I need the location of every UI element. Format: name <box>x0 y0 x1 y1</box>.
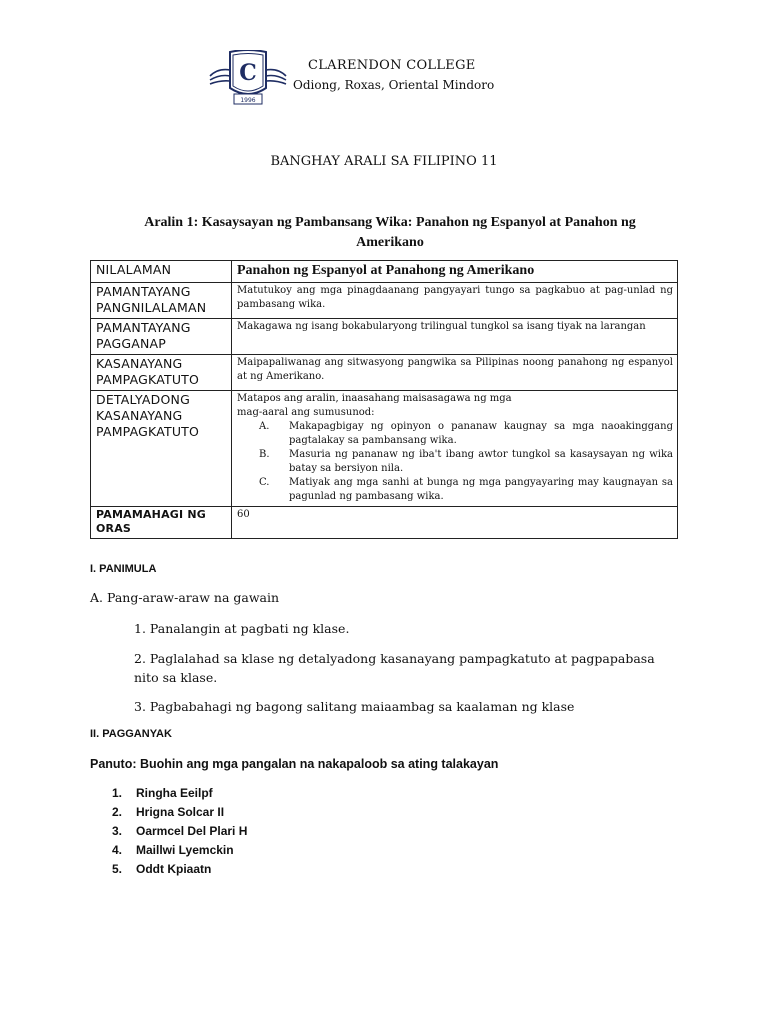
list-item <box>112 841 247 860</box>
item-number: 1. <box>112 786 123 800</box>
section-heading: II. PAGGANYAK <box>90 728 172 740</box>
item-text: Hrigna Solcar II <box>136 805 225 819</box>
list-item <box>237 420 673 448</box>
row-label: KASANAYANG PAMPAGKATUTO <box>91 355 232 391</box>
objectives-list <box>237 420 673 504</box>
item-text: Matiyak ang mga sanhi at bunga ng mga pangyayaring may kaugnayan sa pagunlad ng pambasang wika. <box>289 477 673 502</box>
row-label: PAMANTAYANG PANGNILALAMAN <box>91 283 232 319</box>
row-label: PAMANTAYANG PAGGANAP <box>91 319 232 355</box>
lesson-plan-table <box>90 260 678 539</box>
detail-intro: Matapos ang aralin, inaasahang maisasagawa ng mga mag-aaral ang sumusunod: <box>237 393 512 418</box>
item-letter: B. <box>259 449 270 460</box>
item-number: 2. <box>112 805 123 819</box>
table-row <box>91 355 678 391</box>
document-title: BANGHAY ARALI SA FILIPINO 11 <box>270 154 498 169</box>
item-text: Oarmcel Del Plari H <box>136 824 248 838</box>
row-value: Makagawa ng isang bokabularyong trilingual tungkol sa isang tiyak na larangan <box>232 319 678 355</box>
table-row <box>91 319 678 355</box>
list-item <box>112 860 247 879</box>
crest-letter: C <box>239 60 257 86</box>
row-value: Panahon ng Espanyol at Panahong ng Amerikano <box>232 261 678 283</box>
table-row <box>91 283 678 319</box>
table-row <box>91 391 678 507</box>
list-item <box>112 822 247 841</box>
list-item: 1. Panalangin at pagbati ng klase. <box>134 621 350 636</box>
list-item <box>237 448 673 476</box>
list-item: 3. Pagbabahagi ng bagong salitang maiaambag sa kaalaman ng klase <box>134 699 575 714</box>
lesson-title: Aralin 1: Kasaysayan ng Pambansang Wika: Panahon ng Espanyol at Panahon ng Amerikano <box>144 215 636 250</box>
item-text: Oddt Kpiaatn <box>136 862 212 876</box>
item-number: 3. <box>112 824 123 838</box>
crest-year: 1996 <box>240 97 256 104</box>
college-address: Odiong, Roxas, Oriental Mindoro <box>293 78 495 92</box>
section-heading: I. PANIMULA <box>90 563 157 575</box>
instructions: Panuto: Buohin ang mga pangalan na nakapaloob sa ating talakayan <box>90 757 499 771</box>
item-number: 4. <box>112 843 123 857</box>
item-text: Maillwi Lyemckin <box>136 843 234 857</box>
table-row <box>91 507 678 539</box>
item-number: 5. <box>112 862 123 876</box>
row-label: DETALYADONG KASANAYANG PAMPAGKATUTO <box>91 391 232 507</box>
item-text: Ringha Eeilpf <box>136 786 213 800</box>
list-item <box>112 784 247 803</box>
item-letter: A. <box>259 421 270 432</box>
college-crest-icon <box>208 50 288 110</box>
row-label: NILALAMAN <box>91 261 232 283</box>
college-name: CLARENDON COLLEGE <box>308 58 476 73</box>
row-value: 60 <box>232 507 678 539</box>
item-text: Masuria ng pananaw ng iba't ibang awtor tungkol sa kasaysayan ng wika batay sa bersiyon nila. <box>289 449 673 474</box>
table-row <box>91 261 678 283</box>
list-item <box>112 803 247 822</box>
scrambled-words-list <box>112 784 247 879</box>
list-item <box>237 476 673 504</box>
letterhead <box>208 50 568 110</box>
list-item: 2. Paglalahad sa klase ng detalyadong kasanayang pampagkatuto at pagpapabasa nito sa klase. <box>134 651 655 685</box>
row-value: Matutukoy ang mga pinagdaanang pangyayari tungo sa pagkabuo at pag-unlad ng pambasang wika. <box>232 283 678 319</box>
item-letter: C. <box>259 477 270 488</box>
row-label: PAMAMAHAGI NG ORAS <box>91 507 232 539</box>
item-text: Makapagbigay ng opinyon o pananaw kaugnay sa mga naoakinggang pagtalakay sa pambansang wika. <box>289 421 673 446</box>
row-value: Maipapaliwanag ang sitwasyong pangwika sa Pilipinas noong panahong ng espanyol at ng Amerikano. <box>232 355 678 391</box>
subsection-heading: A. Pang-araw-araw na gawain <box>90 590 280 605</box>
row-value <box>232 391 678 507</box>
